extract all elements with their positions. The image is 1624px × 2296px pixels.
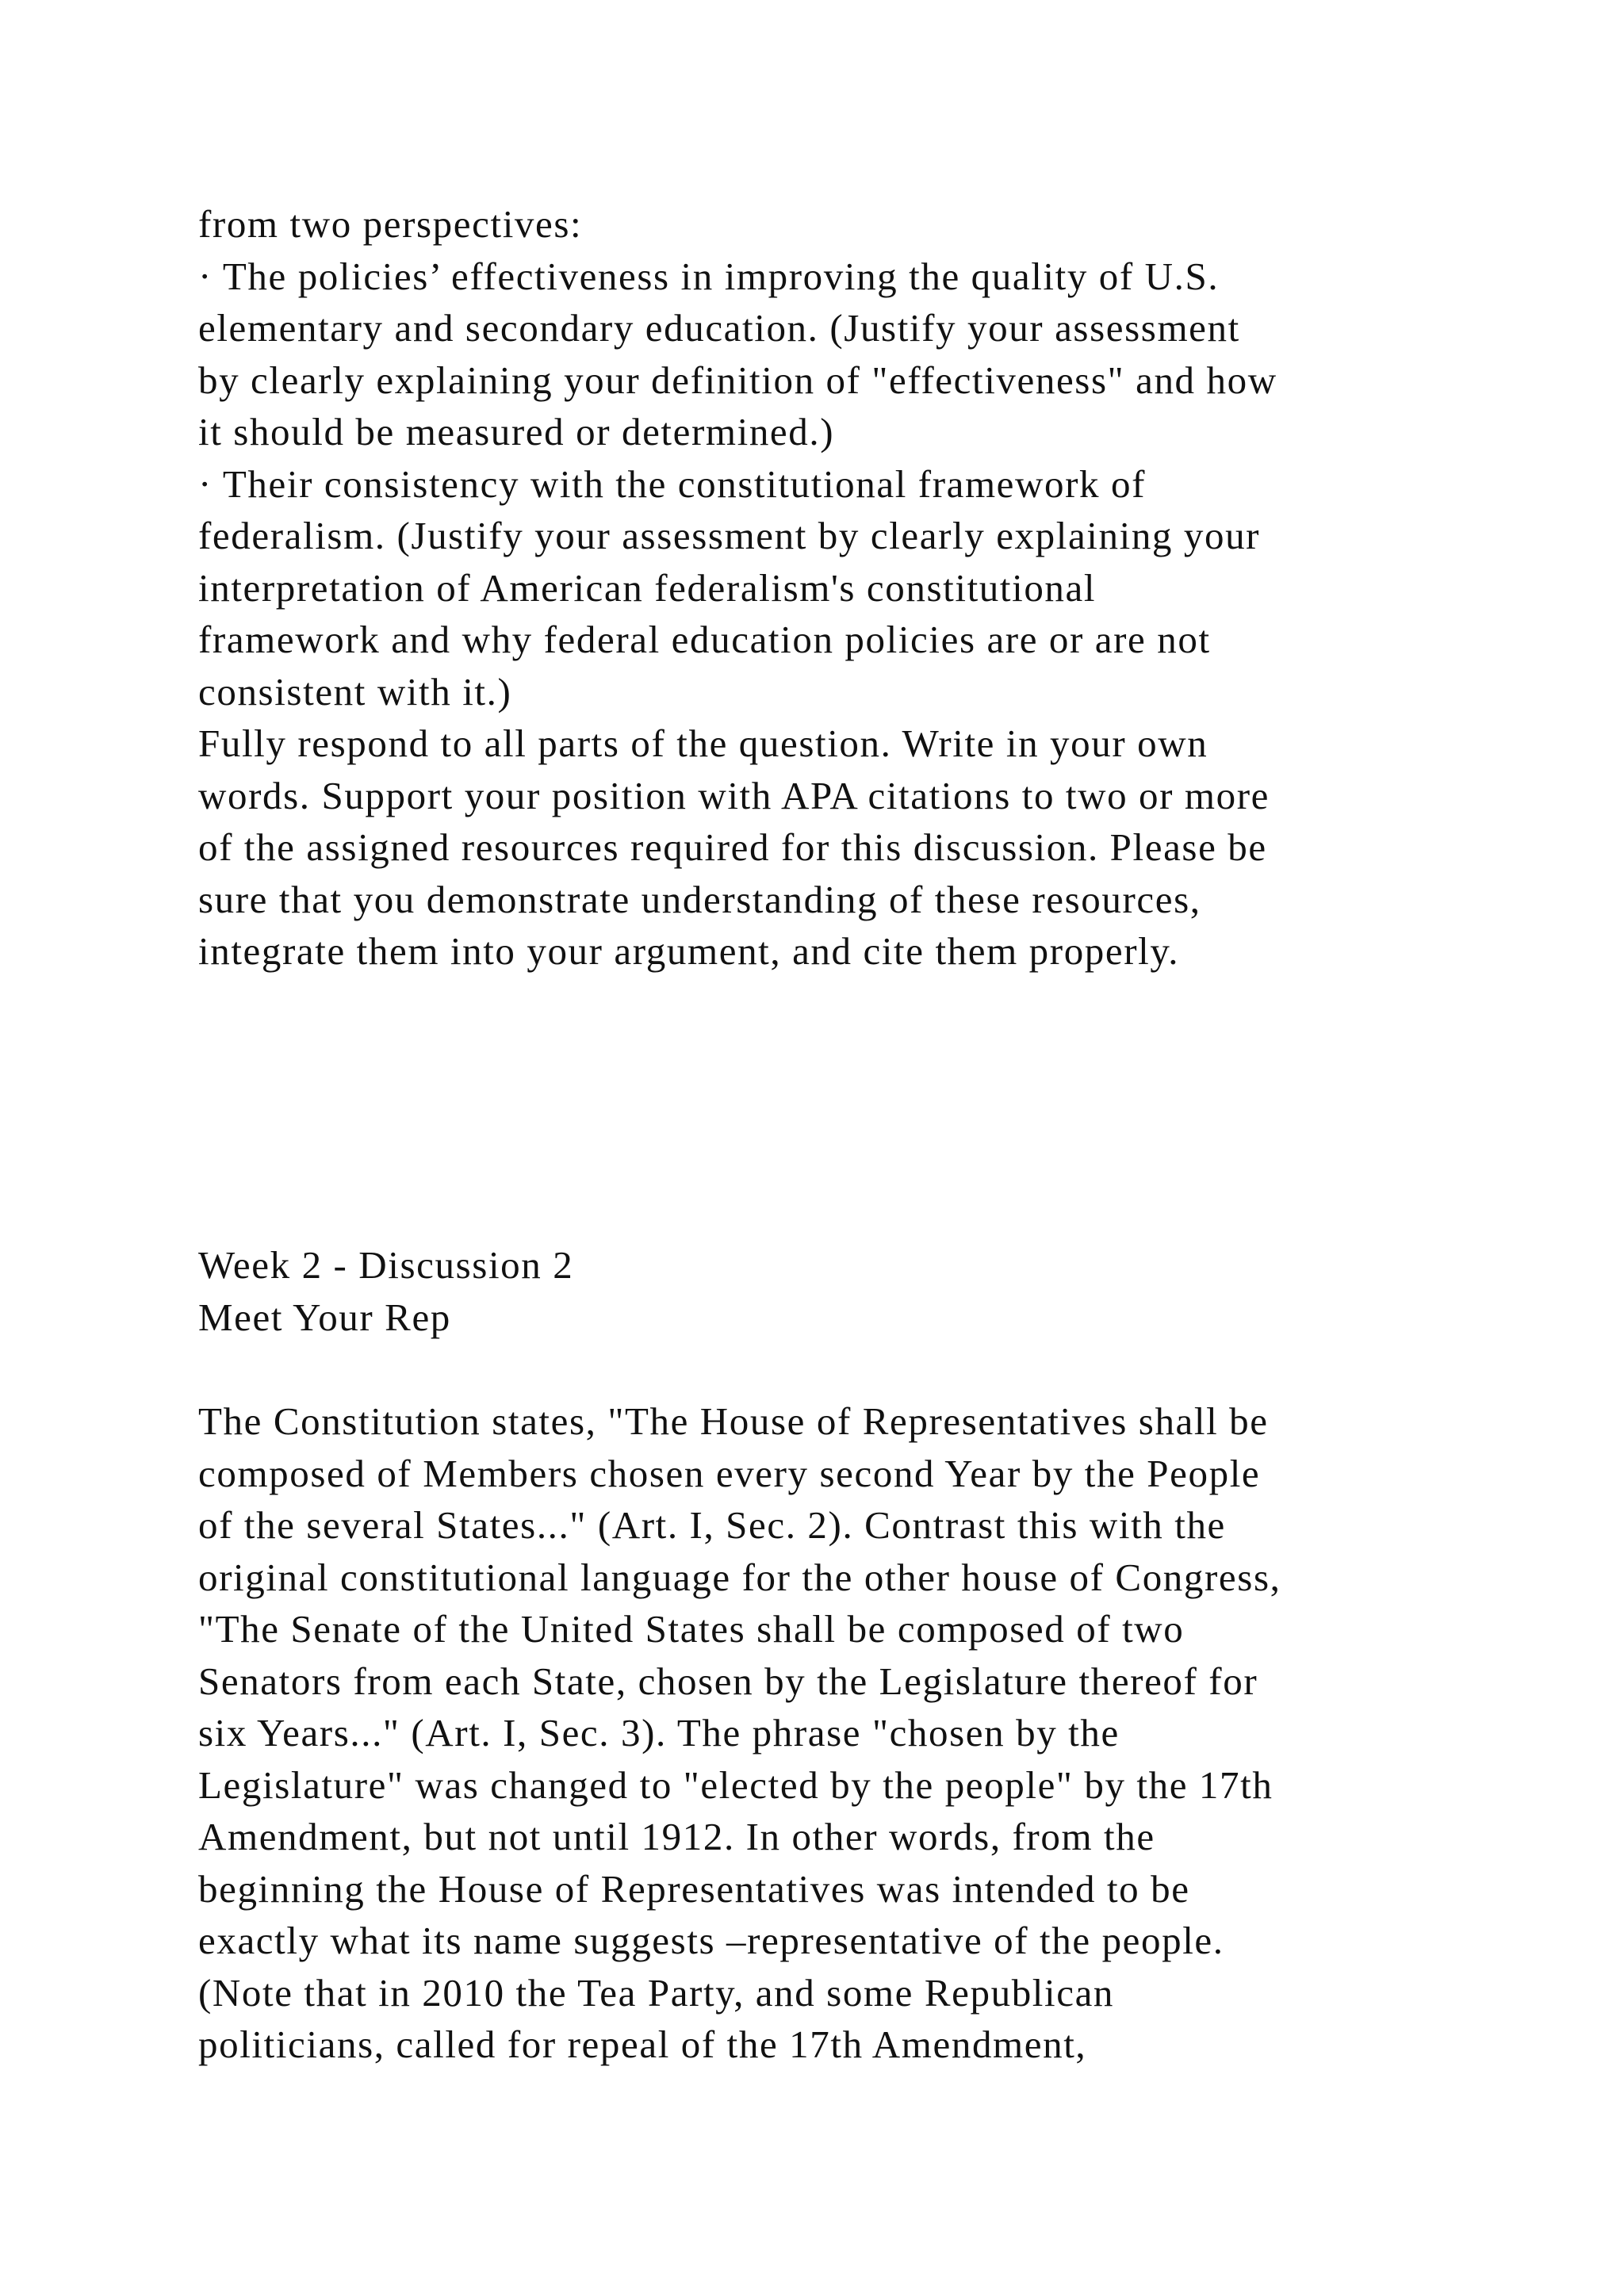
text-line: consistent with it.) <box>198 669 512 714</box>
text-line: · The policies’ effectiveness in improving the quality of U.S. <box>198 254 1220 298</box>
text-line: Fully respond to all parts of the question. Write in your own <box>198 721 1208 765</box>
text-line: integrate them into your argument, and cite them properly. <box>198 929 1180 973</box>
assignment-criteria-text <box>198 198 1546 978</box>
text-line: elementary and secondary education. (Justify your assessment <box>198 306 1240 350</box>
text-line: from two perspectives: <box>198 202 583 246</box>
text-line: · Their consistency with the constitutional framework of <box>198 461 1146 506</box>
text-line: words. Support your position with APA citations to two or more <box>198 773 1270 817</box>
discussion-title: Week 2 - Discussion 2 <box>198 1243 574 1287</box>
text-line: sure that you demonstrate understanding of these resources, <box>198 877 1201 921</box>
text-line: by clearly explaining your definition of "effectiveness" and how <box>198 358 1277 402</box>
text-line: politicians, called for repeal of the 17th Amendment, <box>198 2022 1087 2066</box>
discussion-subtitle: Meet Your Rep <box>198 1295 451 1339</box>
text-line: Legislature" was changed to "elected by the people" by the 17th <box>198 1762 1274 1807</box>
text-line: The Constitution states, "The House of Representatives shall be <box>198 1399 1269 1443</box>
text-line: original constitutional language for the other house of Congress, <box>198 1555 1281 1599</box>
text-line: Amendment, but not until 1912. In other words, from the <box>198 1815 1155 1858</box>
text-line: federalism. (Justify your assessment by clearly explaining your <box>198 514 1261 557</box>
text-line: beginning the House of Representatives was intended to be <box>198 1866 1190 1911</box>
text-line: "The Senate of the United States shall be composed of two <box>198 1607 1185 1651</box>
text-line: six Years..." (Art. I, Sec. 3). The phrase "chosen by the <box>198 1711 1120 1755</box>
text-line: composed of Members chosen every second Year by the People <box>198 1451 1261 1495</box>
text-line: interpretation of American federalism's constitutional <box>198 565 1097 610</box>
text-line: of the assigned resources required for this discussion. Please be <box>198 825 1267 869</box>
discussion-heading <box>198 1239 1546 1343</box>
text-line: (Note that in 2010 the Tea Party, and some Republican <box>198 1970 1115 2015</box>
text-line: of the several States..." (Art. I, Sec. 2). Contrast this with the <box>198 1503 1226 1547</box>
text-line: framework and why federal education policies are or are not <box>198 618 1211 661</box>
discussion-body-text <box>198 1395 1546 2071</box>
text-line: it should be measured or determined.) <box>198 410 835 453</box>
text-line: Senators from each State, chosen by the Legislature thereof for <box>198 1659 1258 1703</box>
text-line: exactly what its name suggests –representative of the people. <box>198 1919 1224 1962</box>
